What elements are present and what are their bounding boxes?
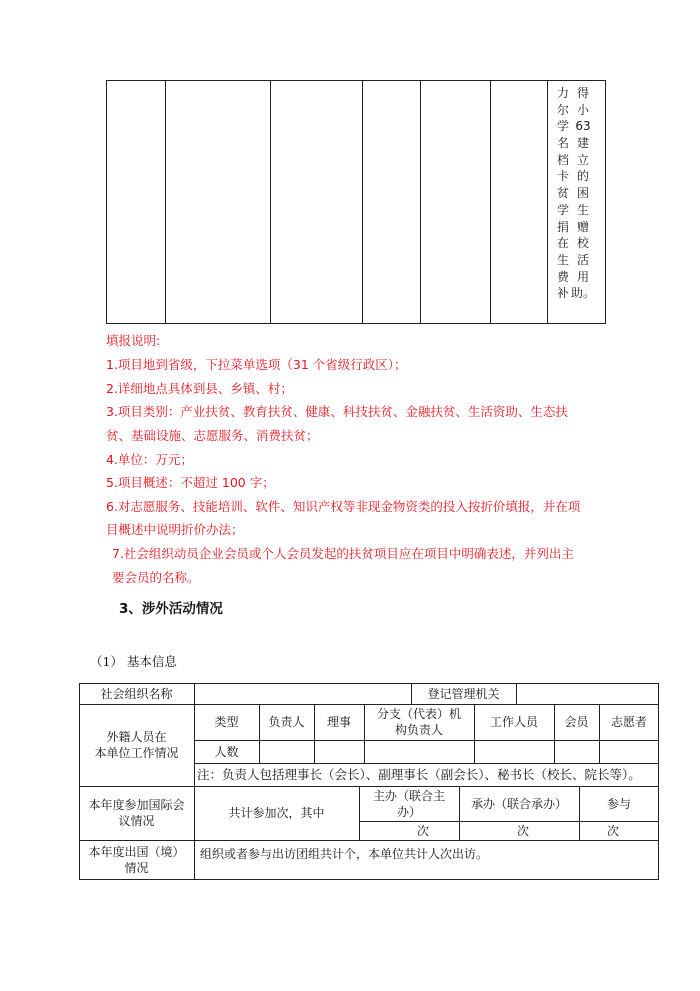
conf-header-organize: 承办（联合承办） bbox=[470, 796, 567, 811]
column-divider bbox=[165, 81, 166, 323]
count-volunteer-field[interactable] bbox=[599, 740, 659, 763]
filling-note-line: 7.社会组织动员企业会员或个人会员发起的扶贫项目应在项目中明确表述，并列出主 bbox=[112, 546, 574, 561]
registry-field[interactable] bbox=[516, 683, 659, 704]
summary-char: 用 bbox=[576, 269, 589, 284]
summary-char: 63 bbox=[575, 119, 591, 134]
summary-char: 名 bbox=[556, 136, 569, 151]
filling-note-line: 2.详细地点具体到县、乡镇、村； bbox=[106, 381, 293, 396]
summary-char: 在 bbox=[556, 236, 569, 251]
conf-host-count-unit[interactable]: 次 bbox=[416, 823, 429, 838]
conf-organize-count-unit[interactable]: 次 bbox=[516, 823, 529, 838]
summary-char: 生 bbox=[556, 252, 569, 267]
branch-header-line-1: 分支（代表）机 bbox=[376, 707, 461, 721]
summary-char: 补 bbox=[556, 286, 569, 301]
subsection-title: （1） 基本信息 bbox=[90, 654, 177, 669]
column-divider bbox=[490, 81, 491, 323]
basic-info-table bbox=[79, 683, 659, 880]
filling-note-line: 5.项目概述：不超过 100 字； bbox=[106, 475, 275, 490]
filling-note-line: 贫、基础设施、志愿服务、消费扶贫； bbox=[106, 428, 319, 443]
staff-header-type: 类型 bbox=[214, 715, 239, 729]
filling-notes-title: 填报说明: bbox=[106, 333, 161, 348]
org-name-field[interactable] bbox=[194, 683, 411, 704]
summary-char: 贫 bbox=[556, 186, 569, 201]
abroad-label-line-2: 情况 bbox=[124, 860, 149, 875]
filling-note-line: 4.单位：万元； bbox=[106, 452, 193, 467]
filling-note-line: 6.对志愿服务、技能培训、软件、知识产权等非现金物资类的投入按折价填报，并在项 bbox=[106, 499, 581, 514]
summary-char: 建 bbox=[576, 136, 589, 151]
foreign-staff-label-line-2: 本单位工作情况 bbox=[94, 746, 179, 760]
count-staff-field[interactable] bbox=[474, 740, 554, 763]
section-title: 3、涉外活动情况 bbox=[119, 601, 223, 617]
staff-note: 注：负责人包括理事长（会长）、副理事长（副会长）、秘书长（校长、院长等）。 bbox=[197, 766, 641, 782]
summary-char: 校 bbox=[576, 236, 589, 251]
registry-label: 登记管理机关 bbox=[427, 686, 500, 701]
summary-char: 学 bbox=[556, 202, 569, 217]
count-leader-field[interactable] bbox=[259, 740, 314, 763]
summary-char: 的 bbox=[576, 169, 589, 184]
org-name-label: 社会组织名称 bbox=[100, 686, 173, 701]
filling-note-line: 3.项目类别：产业扶贫、教育扶贫、健康、科技扶贫、金融扶贫、生活资助、生态扶 bbox=[106, 404, 568, 419]
conf-participate-count-unit[interactable]: 次 bbox=[606, 823, 619, 838]
staff-header-volunteer: 志愿者 bbox=[610, 715, 647, 729]
count-director-field[interactable] bbox=[314, 740, 364, 763]
summary-char: 捐 bbox=[556, 219, 569, 234]
count-branch-field[interactable] bbox=[364, 740, 474, 763]
project-summary-cell bbox=[551, 85, 605, 321]
summary-char: 档 bbox=[556, 152, 569, 167]
column-divider bbox=[547, 81, 548, 323]
staff-header-staff: 工作人员 bbox=[489, 715, 538, 729]
summary-char: 费 bbox=[556, 269, 569, 284]
filling-note-line: 1.项目地到省级，下拉菜单选项（31 个省级行政区）； bbox=[106, 357, 407, 372]
summary-char: 力 bbox=[556, 86, 569, 100]
filling-note-line: 要会员的名称。 bbox=[112, 570, 200, 585]
staff-header-member: 会员 bbox=[564, 715, 589, 729]
continued-poverty-project-table bbox=[106, 80, 606, 324]
summary-char: 学 bbox=[556, 119, 569, 134]
count-member-field[interactable] bbox=[554, 740, 599, 763]
host-header-line-1: 主办（联合主 bbox=[372, 788, 445, 803]
filling-note-line: 目概述中说明折价办法； bbox=[106, 522, 244, 537]
staff-header-branch-leader bbox=[364, 704, 474, 740]
count-label: 人数 bbox=[214, 744, 239, 759]
column-divider bbox=[362, 81, 363, 323]
summary-char: 困 bbox=[576, 186, 589, 201]
column-divider bbox=[420, 81, 421, 323]
summary-char: 小 bbox=[576, 102, 589, 117]
abroad-label bbox=[79, 840, 194, 879]
column-divider bbox=[270, 81, 271, 323]
foreign-staff-label bbox=[79, 704, 194, 786]
summary-char: 活 bbox=[576, 252, 589, 267]
conference-label-line-2: 议情况 bbox=[118, 814, 155, 828]
summary-char: 卡 bbox=[556, 169, 569, 184]
staff-header-leader: 负责人 bbox=[268, 715, 305, 729]
conference-label-line-1: 本年度参加国际会 bbox=[88, 798, 185, 812]
staff-header-director: 理事 bbox=[326, 715, 351, 729]
conference-label bbox=[79, 786, 194, 840]
abroad-text: 组织或者参与出访团组共计个，本单位共计人次出访。 bbox=[200, 847, 489, 861]
summary-column-left bbox=[555, 85, 571, 302]
abroad-label-line-1: 本年度出国（境） bbox=[88, 844, 185, 859]
summary-char: 生 bbox=[576, 202, 589, 217]
conf-header-host bbox=[359, 786, 459, 821]
conference-total: 共计参加次，其中 bbox=[228, 806, 325, 820]
summary-char: 尔 bbox=[556, 102, 569, 117]
foreign-staff-label-line-1: 外籍人员在 bbox=[106, 730, 167, 744]
branch-header-line-2: 构负责人 bbox=[394, 723, 443, 737]
summary-char: 助。 bbox=[571, 286, 596, 301]
summary-char: 立 bbox=[576, 152, 589, 167]
summary-column-mid bbox=[571, 85, 596, 302]
summary-char: 得 bbox=[576, 86, 589, 100]
host-header-line-2: 办） bbox=[396, 804, 421, 819]
summary-char: 赠 bbox=[576, 219, 589, 234]
conf-header-participate: 参与 bbox=[606, 796, 631, 811]
